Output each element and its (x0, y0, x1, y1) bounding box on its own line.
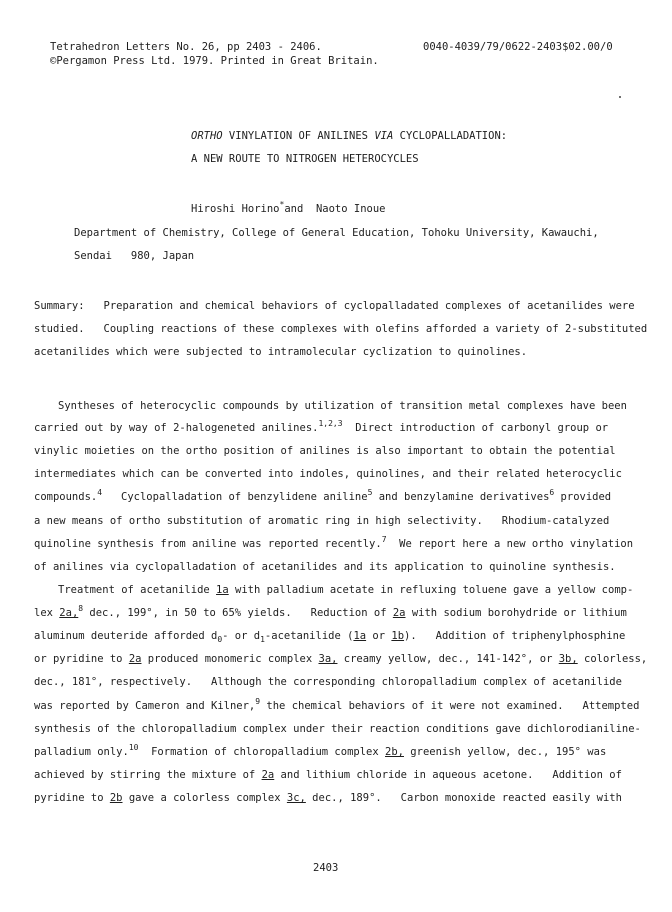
body-line: quinoline synthesis from aniline was reported recently.$^7$ We report here a new ortho vinylation (34, 535, 634, 550)
speck-mark (619, 96, 621, 98)
compound-ref: 1b (391, 630, 405, 642)
body-line: synthesis of the chloropalladium complex under their reaction conditions gave dichlorodianiline- (34, 723, 641, 735)
affiliation-line-2: Sendai 980, Japan (74, 250, 195, 262)
body-line: a new means of ortho substitution of aromatic ring in high selectivity. Rhodium-catalyzed (34, 515, 610, 527)
affiliation-line-1: Department of Chemistry, College of General Education, Tohoku University, Kawauchi, (74, 227, 599, 239)
compound-ref: 2a, (59, 607, 79, 619)
compound-ref: 3c, (286, 792, 306, 804)
body-line: lex 2a,$^8$ dec., 199°, in 50 to 65% yields. Reduction of 2a with sodium borohydride or lithium (34, 604, 627, 619)
compound-ref: 1a (216, 584, 229, 596)
body-line: Syntheses of heterocyclic compounds by utilization of transition metal complexes have been (58, 400, 627, 412)
summary-line-1: Summary: Preparation and chemical behaviors of cyclopalladated complexes of acetanilides were (34, 300, 635, 312)
body-line: of anilines via cyclopalladation of acetanilides and its application to quinoline synthesis. (34, 561, 616, 573)
page-number: 2403 (313, 862, 339, 874)
compound-ref: 2a (261, 769, 275, 781)
body-line: dec., 181°, respectively. Although the corresponding chloropalladium complex of acetanilide (34, 676, 622, 688)
body-line: vinylic moieties on the ortho position of anilines is also important to obtain the potential (34, 445, 616, 457)
compound-ref: 2b, (385, 746, 404, 758)
corresponding-author-star: * (279, 200, 285, 209)
compound-ref: 2a (128, 653, 142, 665)
body-line: achieved by stirring the mixture of 2a and lithium chloride in aqueous acetone. Addition of (34, 769, 622, 781)
body-line: was reported by Cameron and Kilner,$^9$ the chemical behaviors of it were not examined. Attempted (34, 697, 640, 712)
body-line: Treatment of acetanilide 1a with palladium acetate in refluxing toluene gave a yellow comp- (58, 584, 634, 596)
body-line: intermediates which can be converted into indoles, quinolines, and their related heterocyclic (34, 468, 622, 480)
title-line-2: A NEW ROUTE TO NITROGEN HETEROCYCLES (191, 153, 419, 165)
compound-ref: 3b, (558, 653, 578, 665)
summary-line-2: studied. Coupling reactions of these complexes with olefins afforded a variety of 2-substituted (34, 323, 648, 335)
title-line-1: ORTHO VINYLATION OF ANILINES VIA CYCLOPALLADATION: (191, 130, 508, 142)
body-line: palladium only.$^{10}$ Formation of chloropalladium complex 2b, greenish yellow, dec., 195° was (34, 743, 607, 758)
body-line: pyridine to 2b gave a colorless complex 3c, dec., 189°. Carbon monoxide reacted easily with (34, 792, 622, 804)
body-line: carried out by way of 2-halogeneted anilines.$^{1,2,3}$ Direct introduction of carbonyl group or (34, 419, 609, 434)
issn-code: 0040-4039/79/0622-2403$02.00/0 (423, 41, 613, 53)
summary-line-3: acetanilides which were subjected to intramolecular cyclization to quinolines. (34, 346, 528, 358)
journal-citation: Tetrahedron Letters No. 26, pp 2403 - 2406. (50, 41, 322, 53)
compound-ref: 3a, (318, 653, 338, 665)
body-line: or pyridine to 2a produced monomeric complex 3a, creamy yellow, dec., 141-142°, or 3b, colorless, (34, 653, 648, 665)
compound-ref: 1a (353, 630, 367, 642)
body-line: compounds.$^4$ Cyclopalladation of benzylidene aniline$^5$ and benzylamine derivatives$^6$ provided (34, 488, 612, 503)
body-line: aluminum deuteride afforded $d_0-$ or $d_1$-acetanilide (1a or 1b). Addition of triphenylphosphine (34, 630, 626, 644)
copyright-line: ©Pergamon Press Ltd. 1979. Printed in Great Britain. (50, 55, 379, 67)
compound-ref: 2b (109, 792, 123, 804)
compound-ref: 2a (392, 607, 406, 619)
authors: Hiroshi Horino*and Naoto Inoue (191, 200, 386, 215)
